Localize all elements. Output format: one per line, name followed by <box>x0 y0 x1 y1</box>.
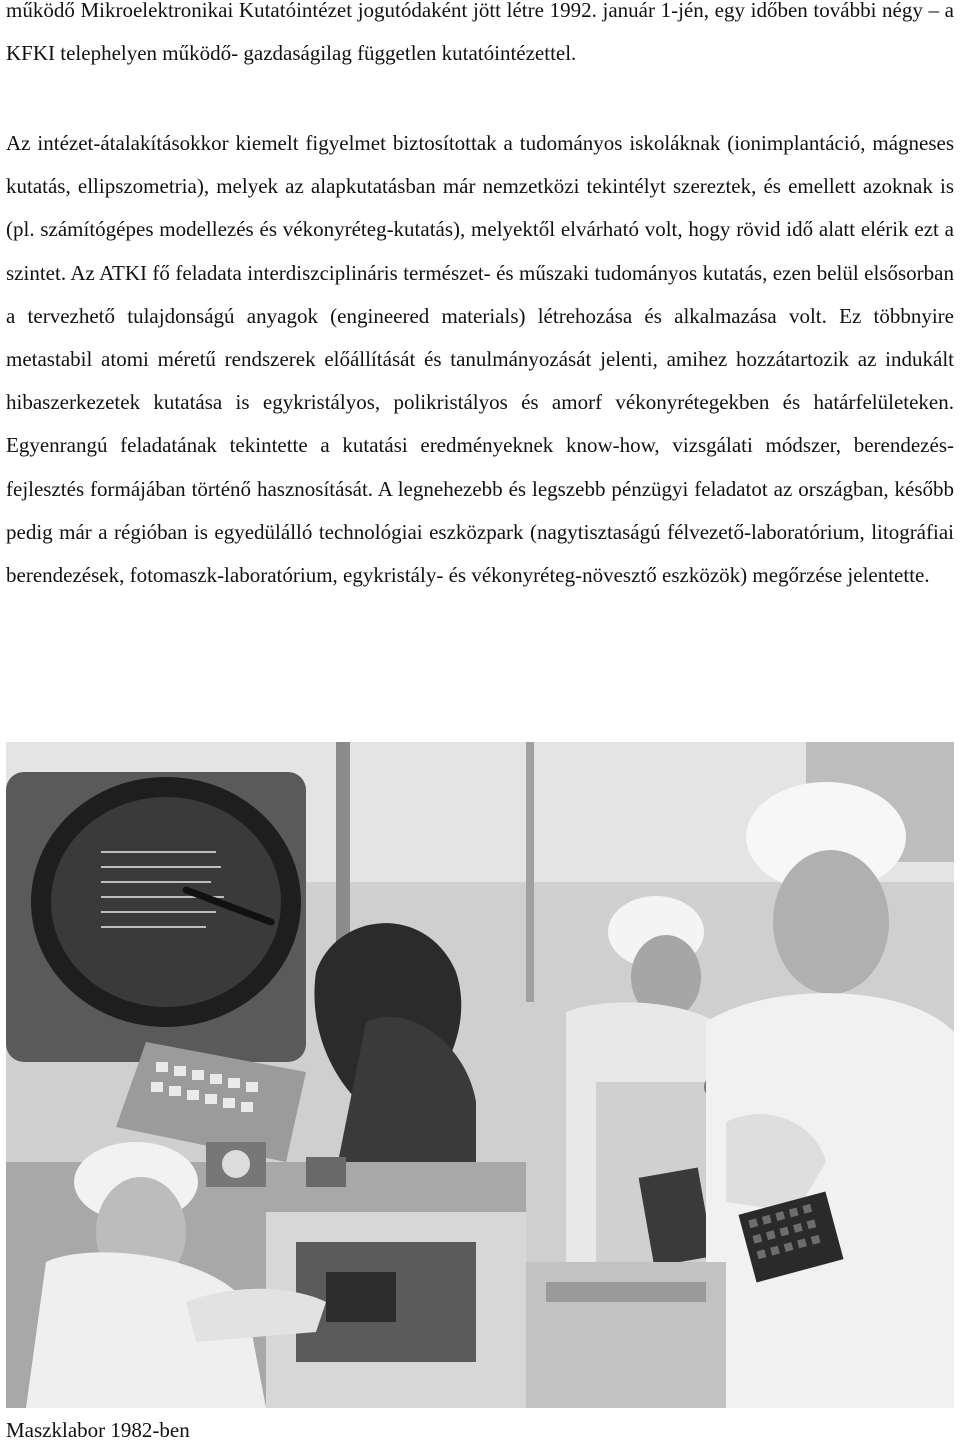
photo-mask-lab <box>6 742 954 1408</box>
figure-caption: Maszklabor 1982-ben <box>6 1418 190 1442</box>
paragraph-intro: működő Mikroelektronikai Kutatóintézet jogutódaként jött létre 1992. január 1-jén, egy időben további négy – a KFKI telephelyen működő- gazdaságilag független kutatóintézettel. <box>6 0 954 66</box>
paragraph-main: Az intézet-átalakításokkor kiemelt figyelmet biztosítottak a tudományos iskoláknak (ionimplantáció, mágneses kutatás, ellipszometria), melyek az alapkutatásban már nemzetközi tekintélyt szereztek, és emellett azoknak is (pl. számítógépes modellezés és vékonyréteg-kutatás), melyektől elvárható volt, hogy rövid idő alatt elérik ezt a szintet. Az ATKI fő feladata interdiszciplináris természet- és műszaki tudományos kutatás, ezen belül elsősorban a tervezhető tulajdonságú anyagok (engineered materials) létrehozása és alkalmazása volt. Ez többnyire metastabil atomi méretű rendszerek előállítását és tanulmányozását jelenti, amihez hozzátartozik az indukált hibaszerkezetek kutatása is egykristályos, polikristályos és amorf vékonyrétegekben és határfelületeken. Egyenrangú feladatának tekintette a kutatási eredményeknek know-how, vizsgálati módszer, berendezés-fejlesztés formájában történő hasznosítását. A legnehezebb és legszebb pénzügyi feladatot az országban, később pedig már a régióban is egyedülálló technológiai eszközpark (nagytisztaságú félvezető-laboratórium, litográfiai berendezések, fotomaszk-laboratórium, egykristály- és vékonyréteg-növesztő eszközök) megőrzése jelentette. <box>6 131 954 588</box>
